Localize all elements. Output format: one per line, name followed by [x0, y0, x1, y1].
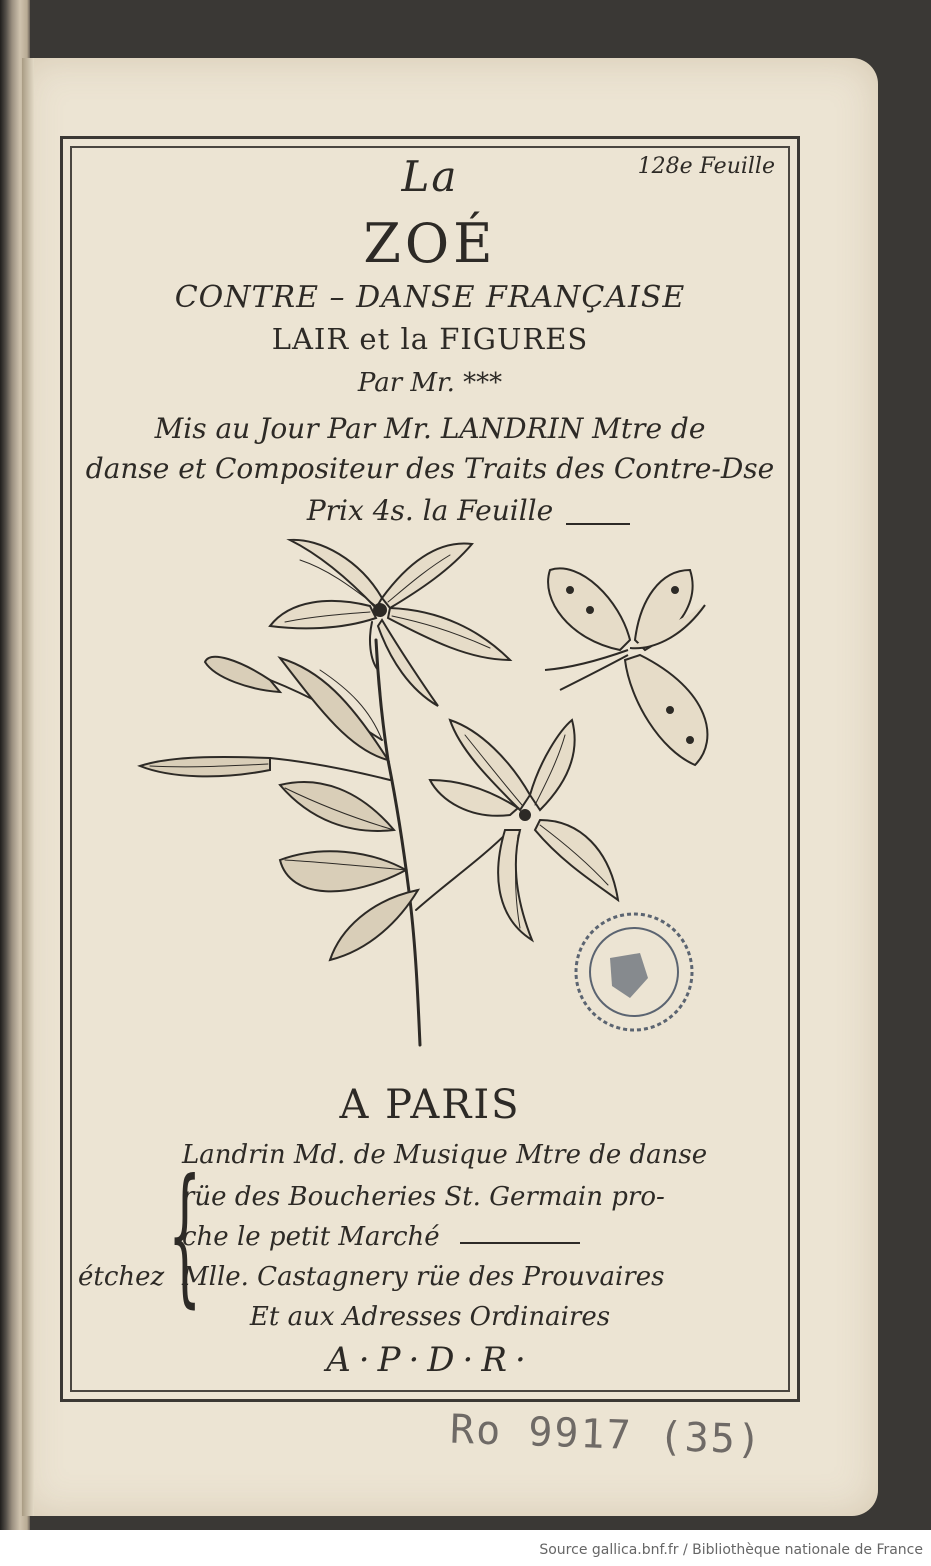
- air-line: LAIR et la FIGURES: [271, 322, 589, 356]
- sheet-number: 128e Feuille: [637, 154, 775, 179]
- title-article: La: [401, 152, 459, 201]
- library-stamp: [570, 908, 698, 1036]
- address-underline: [460, 1242, 580, 1244]
- page-gutter: [22, 58, 34, 1516]
- subtitle: CONTRE – DANSE FRANÇAISE: [174, 280, 686, 315]
- address-line: rüe des Boucheries St. Germain pro-: [182, 1182, 665, 1212]
- address-line: Landrin Md. de Musique Mtre de danse: [182, 1140, 708, 1170]
- price-underline: [566, 523, 630, 525]
- chez-label: étchez: [78, 1262, 165, 1292]
- address-line: Mlle. Castagnery rüe des Prouvaires: [182, 1262, 665, 1292]
- privilege-mark: A·P·D·R·: [326, 1340, 534, 1380]
- publisher-line-2: danse et Compositeur des Traits des Contre-Dse: [85, 452, 775, 485]
- page-title: ZOÉ: [363, 212, 497, 275]
- call-number: Ro 9917 (35): [449, 1406, 764, 1464]
- imprint-city: A PARIS: [339, 1082, 521, 1128]
- address-line: che le petit Marché: [182, 1222, 440, 1252]
- publisher-line-1: Mis au Jour Par Mr. LANDRIN Mtre de: [154, 412, 706, 445]
- source-credit: Source gallica.bnf.fr / Bibliothèque nationale de France: [539, 1542, 923, 1558]
- other-addresses: Et aux Adresses Ordinaires: [249, 1302, 611, 1332]
- address-brace: {: [168, 1148, 202, 1322]
- author-line: Par Mr. ***: [357, 368, 503, 398]
- price-line: Prix 4s. la Feuille: [306, 494, 554, 527]
